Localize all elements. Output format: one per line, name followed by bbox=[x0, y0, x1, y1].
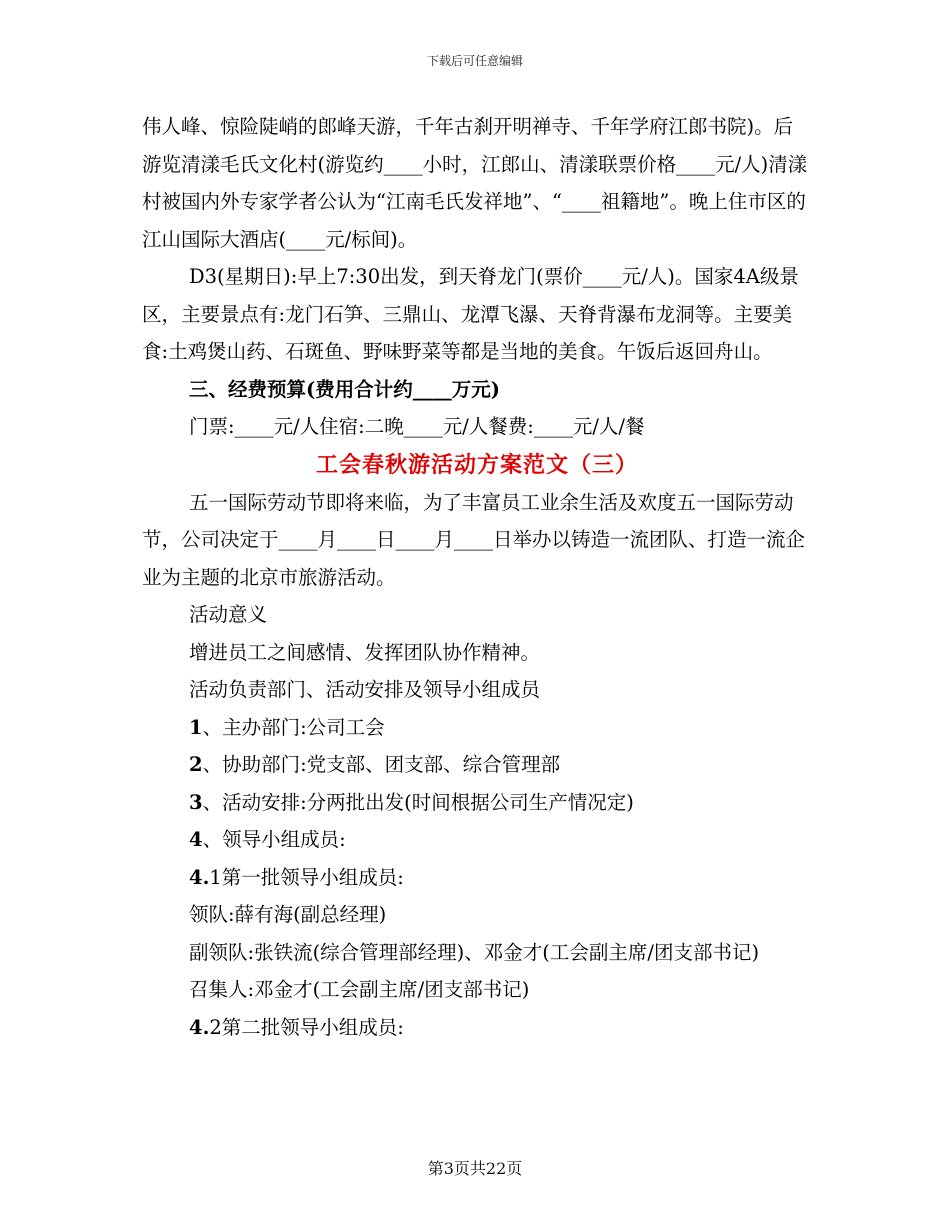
document-title: 工会春秋游活动方案范文（三） bbox=[315, 451, 638, 478]
section-heading: 三、经费预算(费用合计约____万元) bbox=[189, 377, 500, 401]
list-number: 4. bbox=[189, 865, 210, 889]
paragraph: 领队:薛有海(副总经理) bbox=[189, 903, 387, 926]
list-text: 、主办部门:公司工会 bbox=[202, 715, 385, 739]
list-item bbox=[142, 709, 812, 747]
page-footer: 第3页共22页 bbox=[427, 1159, 523, 1178]
paragraph: 召集人:邓金才(工会副主席/团支部书记) bbox=[189, 978, 530, 1001]
paragraph: 活动负责部门、活动安排及领导小组成员 bbox=[189, 678, 541, 701]
list-number: 3 bbox=[189, 790, 203, 814]
list-text: 1第一批领导小组成员: bbox=[209, 865, 404, 889]
list-item bbox=[142, 859, 812, 897]
paragraph: 增进员工之间感情、发挥团队协作精神。 bbox=[189, 640, 541, 664]
list-item bbox=[142, 821, 812, 859]
list-text: 、领导小组成员: bbox=[202, 828, 346, 851]
page-header: 下载后可任意编辑 bbox=[426, 54, 523, 68]
paragraph: 伟人峰、惊险陡峭的郎峰天游，千年古刹开明禅寺、千年学府江郎书院)。后游览清漾毛氏文化村(游览约____小时，江郎山、清漾联票价格____元/人)清漾村被国内外专家学者公认为“江南毛氏发祥地”、“____祖籍地”。晚上住市区的江山国际大酒店(____元/标间)。 bbox=[142, 115, 808, 251]
list-text: 2第二批领导小组成员: bbox=[209, 1015, 404, 1039]
list-number: 4 bbox=[189, 828, 203, 851]
list-item bbox=[142, 1009, 812, 1047]
paragraph: 五一国际劳动节即将来临，为了丰富员工业余生活及欢度五一国际劳动节，公司决定于____月____日____月____日举办以铸造一流团队、打造一流企业为主题的北京市旅游活动。 bbox=[142, 490, 806, 589]
list-item bbox=[142, 784, 812, 822]
list-number: 4. bbox=[189, 1015, 210, 1039]
list-item bbox=[142, 746, 812, 784]
list-text: 、活动安排:分两批出发(时间根据公司生产情况定) bbox=[202, 790, 634, 814]
paragraph: 门票:____元/人住宿:二晚____元/人餐费:____元/人/餐 bbox=[189, 415, 645, 438]
document-body bbox=[142, 108, 812, 1046]
paragraph: 活动意义 bbox=[189, 603, 268, 626]
list-number: 2 bbox=[189, 753, 203, 776]
list-number: 1 bbox=[189, 715, 203, 739]
list-text: 、协助部门:党支部、团支部、综合管理部 bbox=[202, 753, 561, 776]
paragraph: D3(星期日):早上7:30出发，到天脊龙门(票价____元/人)。国家4A级景区，主要景点有:龙门石笋、三鼎山、龙潭飞瀑、天脊背瀑布龙洞等。主要美食:土鸡煲山药、石斑鱼、野味野菜等都是当地的美食。午饭后返回舟山。 bbox=[142, 265, 799, 363]
paragraph: 副领队:张铁流(综合管理部经理)、邓金才(工会副主席/团支部书记) bbox=[189, 940, 760, 964]
